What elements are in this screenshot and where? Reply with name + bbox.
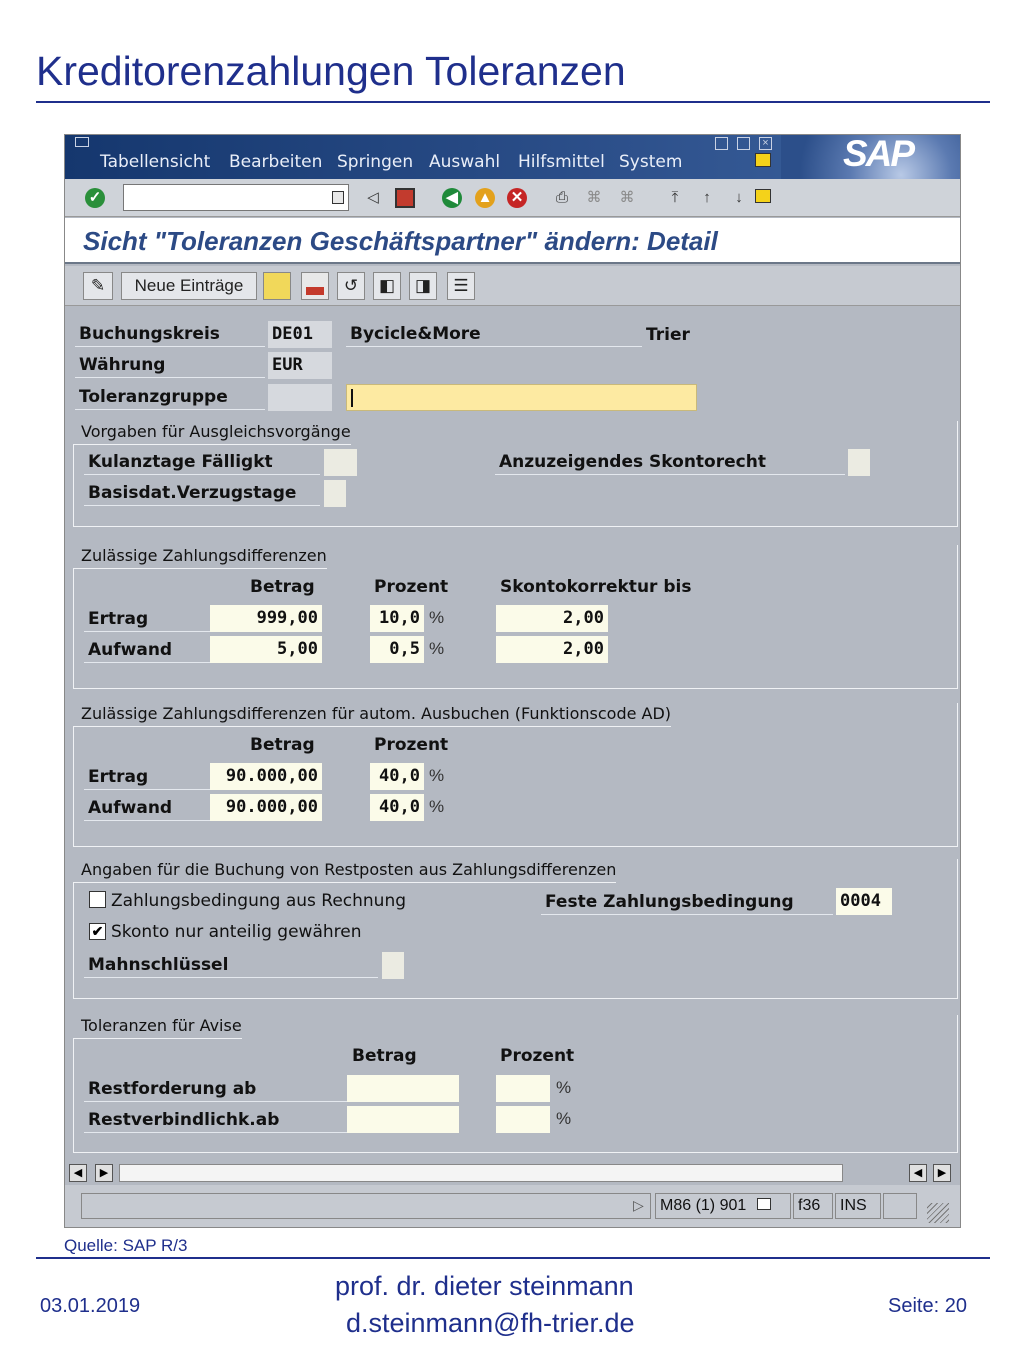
- dunning-key-input[interactable]: [382, 952, 404, 979]
- window-menu-icon[interactable]: [75, 137, 89, 147]
- application-toolbar: [65, 266, 960, 306]
- diff-row-label: Ertrag: [84, 608, 210, 632]
- currency-label: Währung: [75, 354, 265, 378]
- diff-expense-amount-input[interactable]: 5,00: [210, 636, 322, 663]
- residual-payable-label: Restverbindlichk.ab: [84, 1109, 348, 1133]
- diff-income-percent-input[interactable]: 10,0: [370, 605, 424, 632]
- fixed-terms-label: Feste Zahlungsbedingung: [541, 891, 833, 915]
- status-message-area: [81, 1193, 651, 1219]
- status-toggle-icon[interactable]: ▷: [633, 1197, 644, 1213]
- company-code-field: DE01: [268, 321, 332, 348]
- history-icon[interactable]: [332, 191, 344, 204]
- auto-row-label: Aufwand: [84, 797, 210, 821]
- dunning-key-label: Mahnschlüssel: [84, 954, 378, 978]
- partial-discount-label: Skonto nur anteilig gewähren: [111, 922, 362, 942]
- display-change-icon[interactable]: ✎: [83, 272, 113, 300]
- diff-income-amount-input[interactable]: 999,00: [210, 605, 322, 632]
- scroll-right-icon[interactable]: ▶: [95, 1164, 113, 1182]
- scroll-left-icon[interactable]: ◀: [69, 1164, 87, 1182]
- col-percent-header: Prozent: [374, 577, 449, 597]
- collapse-arrow-icon[interactable]: ◁: [367, 189, 379, 206]
- scroll-right-end-icon[interactable]: ▶: [933, 1164, 951, 1182]
- terms-from-invoice-label: Zahlungsbedingung aus Rechnung: [111, 891, 407, 911]
- menu-system[interactable]: System: [619, 152, 683, 172]
- col-amount-header: Betrag: [250, 735, 315, 755]
- residual-payable-amount-input[interactable]: [347, 1106, 459, 1133]
- previous-page-icon[interactable]: ↑: [703, 189, 711, 206]
- group-auto-writeoff-title: Zulässige Zahlungsdifferenzen für autom. Ausbuchen (Funktionscode AD): [73, 703, 671, 727]
- residual-receivable-label: Restforderung ab: [84, 1078, 348, 1102]
- residual-receivable-percent-input[interactable]: [496, 1075, 550, 1102]
- auto-income-percent-input[interactable]: 40,0: [370, 763, 424, 790]
- group-avise-title: Toleranzen für Avise: [73, 1015, 242, 1039]
- copy-icon[interactable]: [263, 272, 291, 300]
- menu-hilfsmittel[interactable]: Hilfsmittel: [518, 152, 605, 172]
- percent-sign: %: [556, 1078, 572, 1097]
- company-code-label: Buchungskreis: [75, 323, 265, 347]
- cash-discount-input[interactable]: [848, 449, 870, 476]
- print-icon[interactable]: ⎙: [555, 189, 568, 206]
- col-amount-header: Betrag: [352, 1046, 417, 1066]
- tolerance-group-text-input[interactable]: [346, 384, 697, 411]
- diff-expense-percent-input[interactable]: 0,5: [370, 636, 424, 663]
- cancel-icon[interactable]: ✕: [507, 188, 527, 208]
- first-page-icon[interactable]: ⤒: [671, 189, 679, 206]
- group-defaults-title: Vorgaben für Ausgleichsvorgänge: [73, 421, 351, 445]
- percent-sign: %: [429, 639, 445, 658]
- footer-date: 03.01.2019: [40, 1295, 141, 1317]
- close-icon[interactable]: ×: [759, 137, 772, 150]
- menu-springen[interactable]: Springen: [337, 152, 414, 172]
- source-caption: Quelle: SAP R/3: [64, 1236, 188, 1255]
- menu-auswahl[interactable]: Auswahl: [429, 152, 501, 172]
- menu-tabellensicht[interactable]: Tabellensicht: [100, 152, 211, 172]
- save-icon[interactable]: [395, 188, 415, 208]
- back-icon[interactable]: ◀: [442, 188, 462, 208]
- status-extra-field: [883, 1193, 917, 1219]
- delete-icon[interactable]: [301, 272, 329, 300]
- menu-bar: [65, 135, 960, 179]
- diff-row-label: Aufwand: [84, 639, 210, 663]
- tolerance-group-key-field: [268, 384, 332, 411]
- footer-page: Seite: 20: [888, 1295, 967, 1317]
- company-name: Bycicle&More: [346, 323, 642, 347]
- auto-income-amount-input[interactable]: 90.000,00: [210, 763, 322, 790]
- grace-days-label: Kulanztage Fälligkt: [84, 451, 320, 475]
- base-date-label: Basisdat.Verzugstage: [84, 482, 320, 506]
- horizontal-scrollbar[interactable]: [65, 1162, 960, 1184]
- auto-expense-percent-input[interactable]: 40,0: [370, 794, 424, 821]
- scroll-left-end-icon[interactable]: ◀: [909, 1164, 927, 1182]
- fixed-terms-input[interactable]: 0004: [836, 888, 892, 915]
- percent-sign: %: [429, 766, 445, 785]
- sap-logo: SAP: [781, 135, 960, 179]
- residual-payable-percent-input[interactable]: [496, 1106, 550, 1133]
- sap-window: [64, 134, 961, 1228]
- diff-income-discount-input[interactable]: 2,00: [496, 605, 608, 632]
- group-residual-title: Angaben für die Buchung von Restposten aus Zahlungsdifferenzen: [73, 859, 616, 883]
- auto-expense-amount-input[interactable]: 90.000,00: [210, 794, 322, 821]
- percent-sign: %: [429, 797, 445, 816]
- group-avise: [73, 1015, 958, 1153]
- group-auto-writeoff: [73, 703, 958, 847]
- col-discount-header: Skontokorrektur bis: [500, 577, 692, 597]
- tolerance-group-label: Toleranzgruppe: [75, 386, 265, 410]
- diff-expense-discount-input[interactable]: 2,00: [496, 636, 608, 663]
- new-entries-button[interactable]: Neue Einträge: [121, 272, 257, 300]
- find-icon[interactable]: ⌘: [586, 189, 602, 206]
- cash-discount-label: Anzuzeigendes Skontorecht: [495, 451, 845, 475]
- terms-from-invoice-checkbox[interactable]: [89, 891, 106, 908]
- undo-icon[interactable]: ↺: [337, 272, 365, 300]
- partial-discount-checkbox[interactable]: ✔: [89, 923, 106, 940]
- title-rule: [36, 101, 990, 103]
- customize-layout-icon[interactable]: [755, 153, 771, 167]
- status-client: f36: [793, 1193, 833, 1219]
- currency-field: EUR: [268, 352, 332, 379]
- scroll-thumb[interactable]: [119, 1164, 843, 1182]
- group-differences-title: Zulässige Zahlungsdifferenzen: [73, 545, 327, 569]
- status-bar: [65, 1185, 960, 1227]
- base-date-input[interactable]: [324, 480, 346, 507]
- menu-bearbeiten[interactable]: Bearbeiten: [229, 152, 323, 172]
- enter-check-icon[interactable]: ✓: [85, 188, 105, 208]
- residual-receivable-amount-input[interactable]: [347, 1075, 459, 1102]
- group-residual-items: [73, 859, 958, 999]
- company-city: Trier: [646, 325, 690, 345]
- percent-sign: %: [556, 1109, 572, 1128]
- slide-title: Kreditorenzahlungen Toleranzen: [36, 48, 626, 94]
- screen-title-bar: [65, 218, 960, 264]
- footer-rule: [36, 1257, 990, 1259]
- next-entry-icon[interactable]: ◨: [409, 272, 437, 300]
- previous-entry-icon[interactable]: ◧: [373, 272, 401, 300]
- group-differences: [73, 545, 958, 689]
- command-field[interactable]: [123, 184, 349, 211]
- auto-row-label: Ertrag: [84, 766, 210, 790]
- find-next-icon[interactable]: ⌘: [619, 189, 635, 206]
- percent-sign: %: [429, 608, 445, 627]
- exit-icon[interactable]: ▲: [475, 188, 495, 208]
- footer-email: d.steinmann@fh-trier.de: [346, 1308, 635, 1338]
- col-percent-header: Prozent: [374, 735, 449, 755]
- minimize-icon[interactable]: [715, 137, 728, 150]
- status-insert-mode[interactable]: INS: [835, 1193, 881, 1219]
- footer-author: prof. dr. dieter steinmann: [335, 1271, 634, 1301]
- layout-menu-icon[interactable]: [755, 189, 771, 203]
- col-amount-header: Betrag: [250, 577, 315, 597]
- screen-title: Sicht "Toleranzen Geschäftspartner" ändern: Detail: [83, 226, 718, 256]
- select-icon[interactable]: ☰: [447, 272, 475, 300]
- next-page-icon[interactable]: ↓: [735, 189, 743, 206]
- system-info-icon[interactable]: [757, 1198, 771, 1210]
- system-toolbar: [65, 179, 960, 217]
- resize-grip-icon[interactable]: [927, 1203, 949, 1223]
- status-system-info: M86 (1) 901: [655, 1193, 791, 1219]
- screen-body: [65, 307, 960, 1163]
- maximize-icon[interactable]: [737, 137, 750, 150]
- grace-days-input[interactable]: [324, 449, 357, 476]
- group-defaults: [73, 421, 958, 527]
- text-cursor: [351, 389, 353, 407]
- col-percent-header: Prozent: [500, 1046, 575, 1066]
